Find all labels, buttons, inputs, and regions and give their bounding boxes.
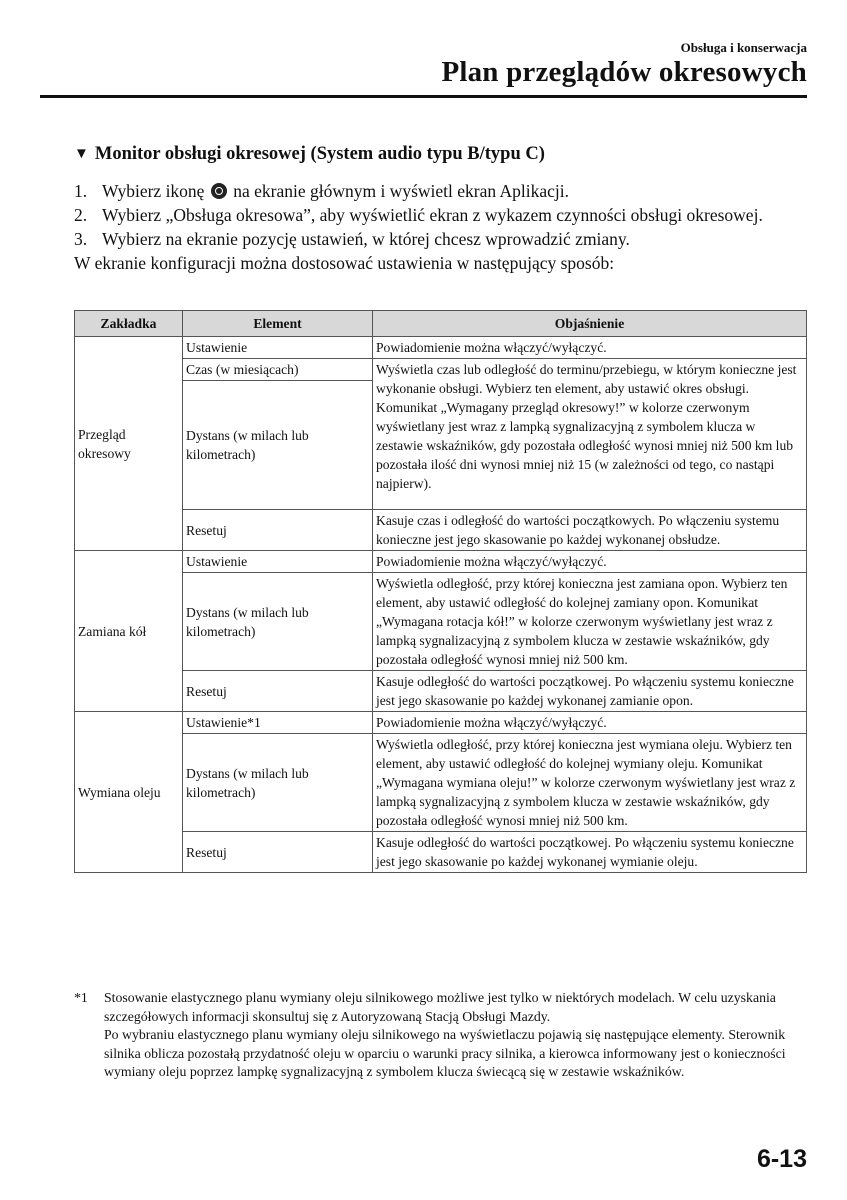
header-rule: [40, 95, 807, 98]
step-number: 2.: [74, 205, 88, 225]
step-item: [74, 179, 807, 203]
table-row: [75, 510, 807, 551]
header-element: Element: [183, 311, 373, 337]
element-cell: Dystans (w milach lub kilometrach): [183, 381, 373, 510]
step-text: Wybierz na ekranie pozycję ustawień, w której chcesz wprowadzić zmiany.: [102, 229, 630, 249]
header-objasnienie: Objaśnienie: [373, 311, 807, 337]
tab-cell: Przegląd okresowy: [75, 337, 183, 551]
step-text-part: Wybierz ikonę: [102, 181, 209, 201]
tab-cell: Wymiana oleju: [75, 712, 183, 873]
page-title: Plan przeglądów okresowych: [441, 56, 807, 88]
table-row: [75, 712, 807, 734]
step-item: [74, 203, 807, 227]
desc-cell: Powiadomienie można włączyć/wyłączyć.: [373, 551, 807, 573]
element-cell: Ustawienie: [183, 551, 373, 573]
app-icon: [211, 183, 227, 199]
triangle-bullet-icon: ▼: [74, 146, 89, 162]
table-row: [75, 671, 807, 712]
step-number: 3.: [74, 229, 88, 249]
footnote-body: [104, 989, 807, 1082]
section-heading-text: Monitor obsługi okresowej (System audio typu B/typu C): [94, 144, 545, 164]
intro-text: W ekranie konfiguracji można dostosować ustawienia w następujący sposób:: [74, 253, 615, 273]
step-item: [74, 227, 807, 251]
element-cell: Czas (w miesiącach): [183, 359, 373, 381]
section-heading: [74, 144, 545, 165]
header-zakladka: Zakładka: [75, 311, 183, 337]
desc-cell: Kasuje odległość do wartości początkowej. Po włączeniu systemu konieczne jest jego skasowanie po każdej wykonanej zamianie opon.: [373, 671, 807, 712]
desc-cell: Wyświetla odległość, przy której konieczna jest zamiana opon. Wybierz ten element, aby ustawić odległość do kolejnej zamiany opon. Komunikat „Wymagana rotacja kół!” w kolorze czerwonym wyświetlany jest wraz z lampką sygnalizacyjną z symbolem klucza w zestawie wskaźników, gdy pozostała odległość wynosi mniej niż 500 km.: [373, 573, 807, 671]
footnote-text: Po wybraniu elastycznego planu wymiany oleju silnikowego na wyświetlaczu pojawią się następujące elementy. Sterownik silnika oblicza pozostałą przydatność oleju w oparciu o warunki pracy silnika, a kierowca informowany jest o konieczności wymiany oleju poprzez lampkę sygnalizacyjną z symbolem klucza świecącą się w zestawie wskaźników.: [104, 1027, 786, 1079]
element-cell: Resetuj: [183, 671, 373, 712]
table-row: [75, 832, 807, 873]
table-row: [75, 337, 807, 359]
page-number: 6-13: [756, 1145, 807, 1173]
element-cell: Ustawienie*1: [183, 712, 373, 734]
element-cell: Dystans (w milach lub kilometrach): [183, 734, 373, 832]
element-cell: Ustawienie: [183, 337, 373, 359]
element-cell: Resetuj: [183, 510, 373, 551]
step-text: Wybierz „Obsługa okresowa”, aby wyświetlić ekran z wykazem czynności obsługi okresowej.: [102, 205, 763, 225]
tab-cell: Zamiana kół: [75, 551, 183, 712]
desc-cell: Wyświetla odległość, przy której konieczna jest wymiana oleju. Wybierz ten element, aby ustawić odległość do kolejnej wymiany oleju. Komunikat „Wymagana wymiana oleju!” w kolorze czerwonym wyświetlany jest wraz z lampką sygnalizacyjną z symbolem klucza w zestawie wskaźników, gdy pozostała odległość wynosi mniej niż 500 km.: [373, 734, 807, 832]
footnote: [74, 989, 807, 1082]
table-row: [75, 359, 807, 381]
table-header-row: [75, 311, 807, 337]
step-number: 1.: [74, 181, 88, 201]
settings-table: [74, 310, 807, 873]
table-row: [75, 551, 807, 573]
table-row: [75, 734, 807, 832]
footnote-mark: *1: [74, 990, 88, 1005]
header-section-label: Obsługa i konserwacja: [680, 40, 807, 55]
element-cell: Dystans (w milach lub kilometrach): [183, 573, 373, 671]
element-cell: Resetuj: [183, 832, 373, 873]
desc-cell: Kasuje odległość do wartości początkowej. Po włączeniu systemu konieczne jest jego skasowanie po każdej wykonanej wymianie oleju.: [373, 832, 807, 873]
desc-cell: Wyświetla czas lub odległość do terminu/przebiegu, w którym konieczne jest wykonanie obsługi. Wybierz ten element, aby ustawić okres obsługi. Komunikat „Wymagany przegląd okresowy!” w kolorze czerwonym wyświetlany jest wraz z lampką sygnalizacyjną z symbolem klucza w zestawie wskaźników, gdy pozostała odległość wynosi mniej niż 500 km lub pozostała ilość dni wynosi mniej niż 15 (w zależności od tego, co nastąpi najpierw).: [373, 359, 807, 510]
table-row: [75, 573, 807, 671]
step-text-part: na ekranie głównym i wyświetl ekran Aplikacji.: [228, 181, 570, 201]
step-text: [102, 179, 807, 203]
footnote-text: Stosowanie elastycznego planu wymiany oleju silnikowego możliwe jest tylko w niektórych modelach. W celu uzyskania szczegółowych informacji skonsultuj się z Autoryzowaną Stacją Obsługi Mazdy.: [104, 990, 776, 1024]
steps-list: [74, 179, 807, 275]
desc-cell: Powiadomienie można włączyć/wyłączyć.: [373, 712, 807, 734]
desc-cell: Kasuje czas i odległość do wartości początkowych. Po włączeniu systemu konieczne jest jego skasowanie po każdej wykonanej obsłudze.: [373, 510, 807, 551]
desc-cell: Powiadomienie można włączyć/wyłączyć.: [373, 337, 807, 359]
